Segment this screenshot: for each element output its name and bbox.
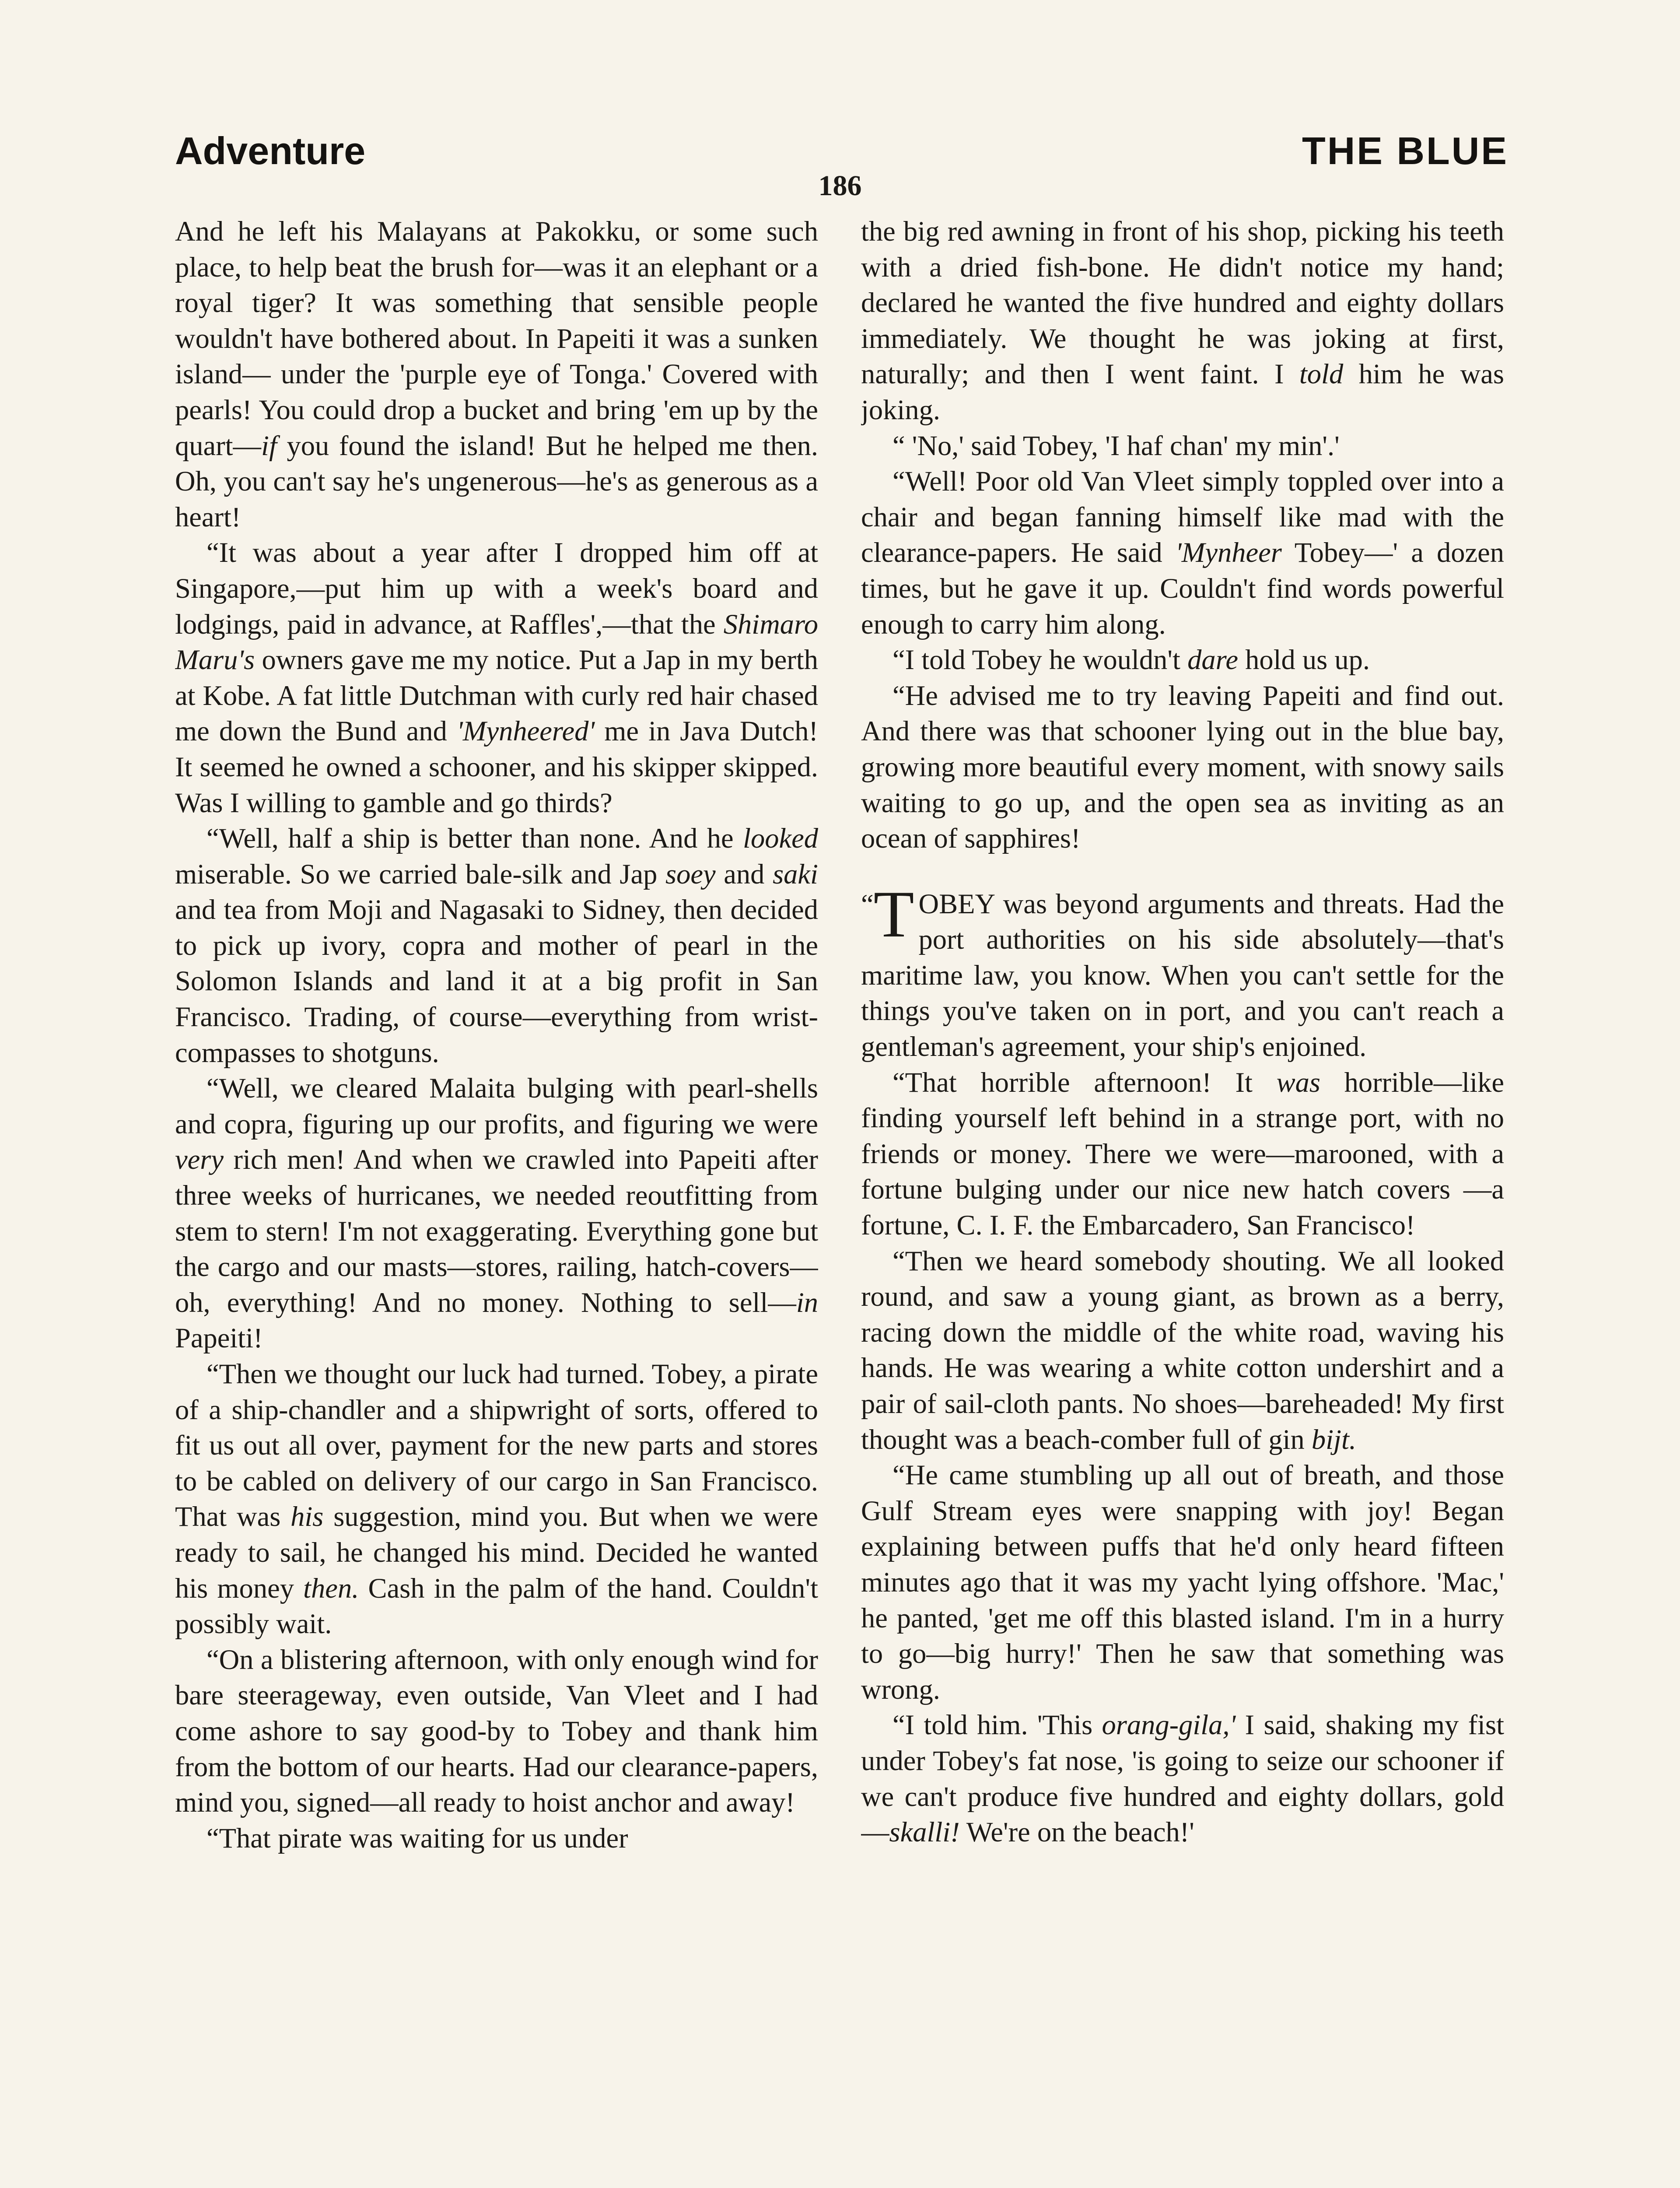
italic-run: soey [665, 858, 716, 890]
paragraph [861, 678, 1504, 856]
drop-cap: T [873, 877, 914, 951]
italic-run: very [175, 1144, 224, 1175]
text-run: We're on the beach!' [959, 1816, 1194, 1848]
paragraph [861, 642, 1504, 678]
paragraph [861, 877, 1504, 1065]
paragraph [175, 214, 818, 535]
italic-run: 'Mynheered' [456, 715, 595, 747]
text-run: OBEY was beyond arguments and threats. Had the port authorities on his side absolutely—that's maritime law, you know. When you can't settle for the things you've taken on in port, and you can't reach a gentleman's agreement, your ship's enjoined. [861, 888, 1504, 1062]
italic-run: Shimaro Maru's [175, 608, 818, 676]
text-run: me in Java Dutch! It seemed he owned a schooner, and his skipper skipped. Was I willing to gamble and go thirds? [175, 715, 818, 818]
text-run: rich men! And when we crawled into Papeiti after three weeks of hurricanes, we needed reoutfitting from stem to stern! I'm not exaggerating. Everything gone but the cargo and our masts—stores, railing, hatch-covers—oh, everything! And no money. Nothing to sell— [175, 1144, 818, 1318]
text-run: “Then we heard somebody shouting. We all looked round, and saw a young giant, as brown as a berry, racing down the middle of the white road, waving his hands. He was wearing a white cotton undershirt and a pair of sail-cloth pants. No shoes—bareheaded! My first thought was a beach-comber full of gin [861, 1245, 1504, 1455]
italic-run: in [796, 1287, 818, 1318]
italic-run: looked [743, 823, 818, 854]
paragraph [861, 1707, 1504, 1850]
text-run: “Well, half a ship is better than none. And he [206, 823, 743, 854]
italic-run: orang-gila,' [1102, 1709, 1236, 1741]
text-run: I said, shaking my fist under Tobey's fat nose, 'is going to seize our schooner if we can't produce five hundred and eighty dollars, gold — [861, 1709, 1504, 1848]
text-run: and tea from Moji and Nagasaki to Sidney, then decided to pick up ivory, copra and mother of pearl in the Solomon Islands and land it at a big profit in San Francisco. Trading, of course—everything from wrist-compasses to shotguns. [175, 894, 818, 1068]
text-run: horrible—like finding yourself left behind in a strange port, with no friends or money. There we were—marooned, with a fortune bulging under our nice new hatch covers —a fortune, C. I. F. the Embarcadero, San Francisco! [861, 1066, 1504, 1241]
italic-run: skalli! [889, 1816, 960, 1848]
text-run: suggestion, mind you. But when we were ready to sail, he changed his mind. Decided he wanted his money [175, 1501, 818, 1604]
paragraph [175, 1642, 818, 1820]
magazine-title: Adventure [175, 129, 366, 172]
paragraph [861, 428, 1504, 464]
left-column [175, 214, 818, 2188]
text-run: “That pirate was waiting for us under [206, 1822, 628, 1854]
italic-run: bijt. [1311, 1424, 1357, 1455]
page-number: 186 [818, 170, 862, 202]
italic-run: dare [1187, 644, 1238, 676]
text-run: “It was about a year after I dropped him off at Singapore,—put him up with a week's board and lodgings, paid in advance, at Raffles',—that the [175, 537, 818, 640]
paragraph [861, 1065, 1504, 1243]
italic-run: told [1299, 358, 1344, 390]
text-run: you found the island! But he helped me then. Oh, you can't say he's ungenerous—he's as generous as a heart! [175, 430, 818, 533]
text-run: owners gave me my notice. Put a Jap in my berth at Kobe. A fat little Dutchman with curly red hair chased me down the Bund and [175, 644, 818, 747]
paragraph [861, 463, 1504, 642]
text-run: “That horrible afternoon! It [892, 1066, 1277, 1098]
text-run: “He advised me to try leaving Papeiti and find out. And there was that schooner lying out in the blue bay, growing more beautiful every moment, with snowy sails waiting to go up, and the open sea as inviting as an ocean of sapphires! [861, 680, 1504, 854]
italic-run: was [1276, 1066, 1320, 1098]
text-run: Papeiti! [175, 1322, 263, 1354]
text-run: Cash in the palm of the hand. Couldn't possibly wait. [175, 1572, 818, 1640]
paragraph [861, 1457, 1504, 1707]
paragraph [861, 214, 1504, 428]
paragraph [175, 1356, 818, 1642]
text-run: and [715, 858, 773, 890]
text-run: the big red awning in front of his shop, picking his teeth with a dried fish-bone. He didn't notice my hand; declared he wanted the five hundred and eighty dollars immediately. We thought he was joking at first, naturally; and then I went faint. I [861, 216, 1504, 390]
paragraph [175, 820, 818, 1070]
paragraph [175, 1820, 818, 1856]
paragraph [861, 1243, 1504, 1458]
text-run: And he left his Malayans at Pakokku, or some such place, to help beat the brush for—was it an elephant or a royal tiger? It was something that sensible people wouldn't have bothered about. In Papeiti it was a sunken island— under the 'purple eye of Tonga.' Covered with pearls! You could drop a bucket and bring 'em up by the quart— [175, 216, 818, 461]
text-run: hold us up. [1238, 644, 1370, 676]
text-run: Tobey—' a dozen times, but he gave it up. Couldn't find words powerful enough to carry him along. [861, 537, 1504, 640]
text-run: “He came stumbling up all out of breath, and those Gulf Stream eyes were snapping with joy! Began explaining between puffs that he'd only heard fifteen minutes ago that it was my yacht lying offshore. 'Mac,' he panted, 'get me off this blasted island. I'm in a hurry to go—big hurry!' Then he saw that something was wrong. [861, 1459, 1504, 1705]
italic-run: then. [303, 1572, 359, 1604]
text-run: “ 'No,' said Tobey, 'I haf chan' my min'.' [892, 430, 1340, 461]
text-run: “I told Tobey he wouldn't [892, 644, 1188, 676]
italic-run: his [290, 1501, 324, 1532]
text-run: “On a blistering afternoon, with only enough wind for bare steerageway, even outside, Van Vleet and I had come ashore to say good-by to Tobey and thank him from the bottom of our hearts. Had our clearance-papers, mind you, signed—all ready to hoist anchor and away! [175, 1644, 818, 1818]
italic-run: 'Mynheer [1175, 537, 1282, 568]
right-column [861, 214, 1504, 2188]
text-run: “Well! Poor old Van Vleet simply toppled over into a chair and began fanning himself like mad with the clearance-papers. He said [861, 466, 1504, 568]
story-title: THE BLUE [1302, 129, 1508, 172]
text-run: “Then we thought our luck had turned. Tobey, a pirate of a ship-chandler and a shipwright of sorts, offered to fit us out all over, payment for the new parts and stores to be cabled on delivery of our cargo in San Francisco. That was [175, 1358, 818, 1532]
drop-cap-quote: “ [861, 888, 874, 920]
italic-run: if [261, 430, 277, 461]
text-run: him he was joking. [861, 358, 1504, 425]
paragraph [175, 1070, 818, 1356]
italic-run: saki [773, 858, 818, 890]
text-run: “I told him. 'This [892, 1709, 1102, 1741]
text-run: “Well, we cleared Malaita bulging with pearl-shells and copra, figuring up our profits, and figuring we were [175, 1073, 818, 1140]
paragraph [175, 535, 818, 820]
text-run: miserable. So we carried bale-silk and Jap [175, 858, 666, 890]
